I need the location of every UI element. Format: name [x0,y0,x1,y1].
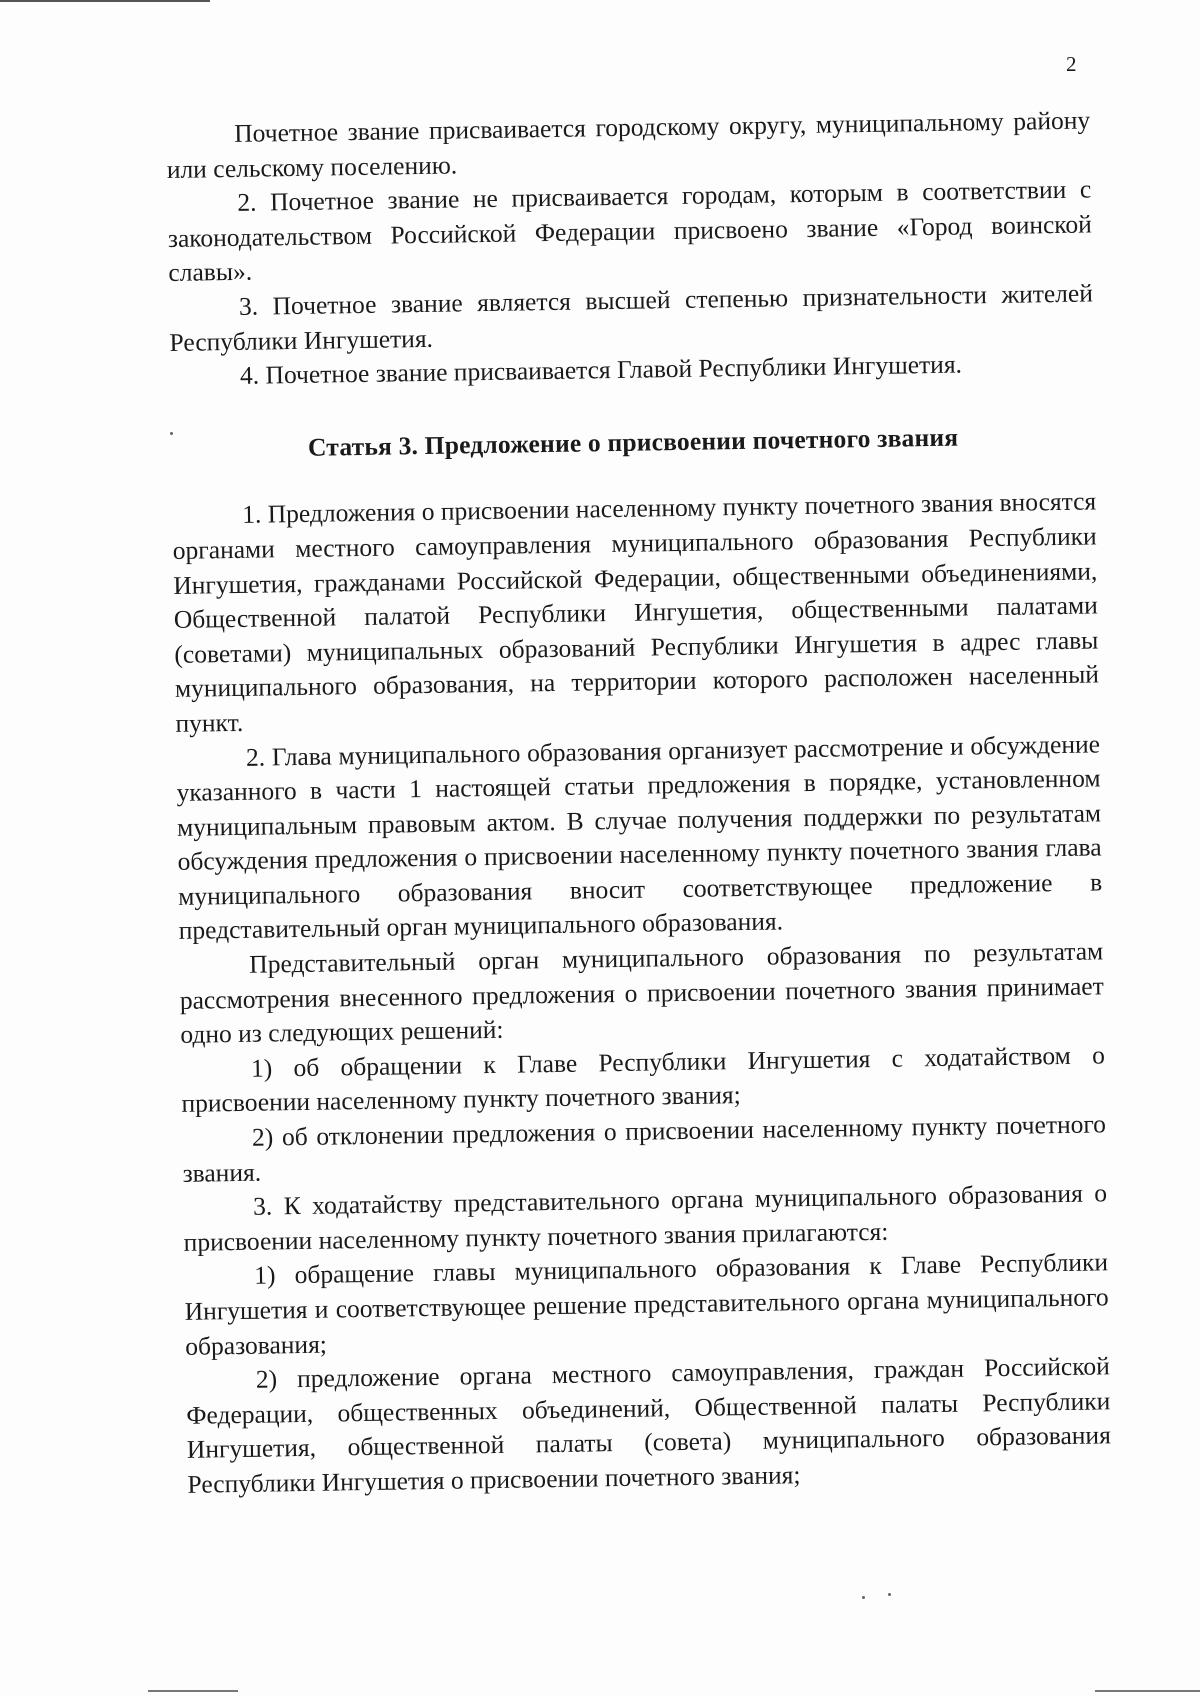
paragraph: 2. Почетное звание не присваивается городам, которым в соответствии с законодательством Российской Федерации присвоено звание «Город воинской славы». [167,174,1093,288]
scan-speck [862,1596,865,1599]
list-item: 1) об обращении к Главе Республики Ингушетия с ходатайством о присвоении населенному пункту почетного звания; [181,1040,1106,1119]
paragraph: 2. Глава муниципального образования организует рассмотрение и обсуждение указанного в части 1 настоящей статьи предложения в порядке, установленном муниципальным правовым актом. В случае получения поддержки по результатам обсуждения предложения о присвоении населенному пункту почетного звания глава муниципального образования вносит соответствующее предложение в представительный орган муниципального образования. [176,728,1103,946]
paragraph: 3. Почетное звание является высшей степенью признательности жителей Республики Ингушетия. [169,278,1094,357]
list-item: 1) обращение главы муниципального образования к Главе Республики Ингушетия и соответствующее решение представительного органа муниципального образования; [184,1247,1109,1361]
paragraph: Почетное звание присваивается городскому округу, муниципальному району или сельскому поселению. [166,105,1091,184]
list-item: 2) предложение органа местного самоуправления, граждан Российской Федерации, общественных объединений, Общественной палаты Республики Ингушетия, общественной палаты (совета) муниципального образования Республики Ингушетия о присвоении почетного звания; [186,1351,1112,1499]
document-body [166,103,1112,1502]
paragraph: 3. К ходатайству представительного органа муниципального образования о присвоении населенному пункту почетного звания прилагаются: [183,1178,1108,1257]
paragraph: 4. Почетное звание присваивается Главой Республики Ингушетия. [239,349,963,391]
paragraph: 1. Предложения о присвоении населенному пункту почетного звания вносятся органами местного самоуправления муниципального образования Республики Ингушетия, гражданами Российской Федерации, общественными объединениями, Общественной палатой Республики Ингушетия, общественными палатами (советами) муниципальных образований Республики Ингушетия в адрес главы муниципального образования, на территории которого расположен населенный пункт. [172,486,1100,738]
scan-edge-mark [0,0,210,2]
scan-edge-mark [1095,1690,1200,1692]
scan-edge-mark [148,1690,238,1692]
list-item: 2) об отклонении предложения о присвоении населенному пункту почетного звания. [182,1109,1107,1188]
paragraph: Представительный орган муниципального образования по результатам рассмотрения внесенного предложения о присвоении почетного звания принимает одно из следующих решений: [179,936,1104,1050]
scan-speck [888,1593,891,1596]
article-heading: Статья 3. Предложение о присвоении почетного звания [307,422,959,462]
page-number: 2 [1066,52,1077,76]
